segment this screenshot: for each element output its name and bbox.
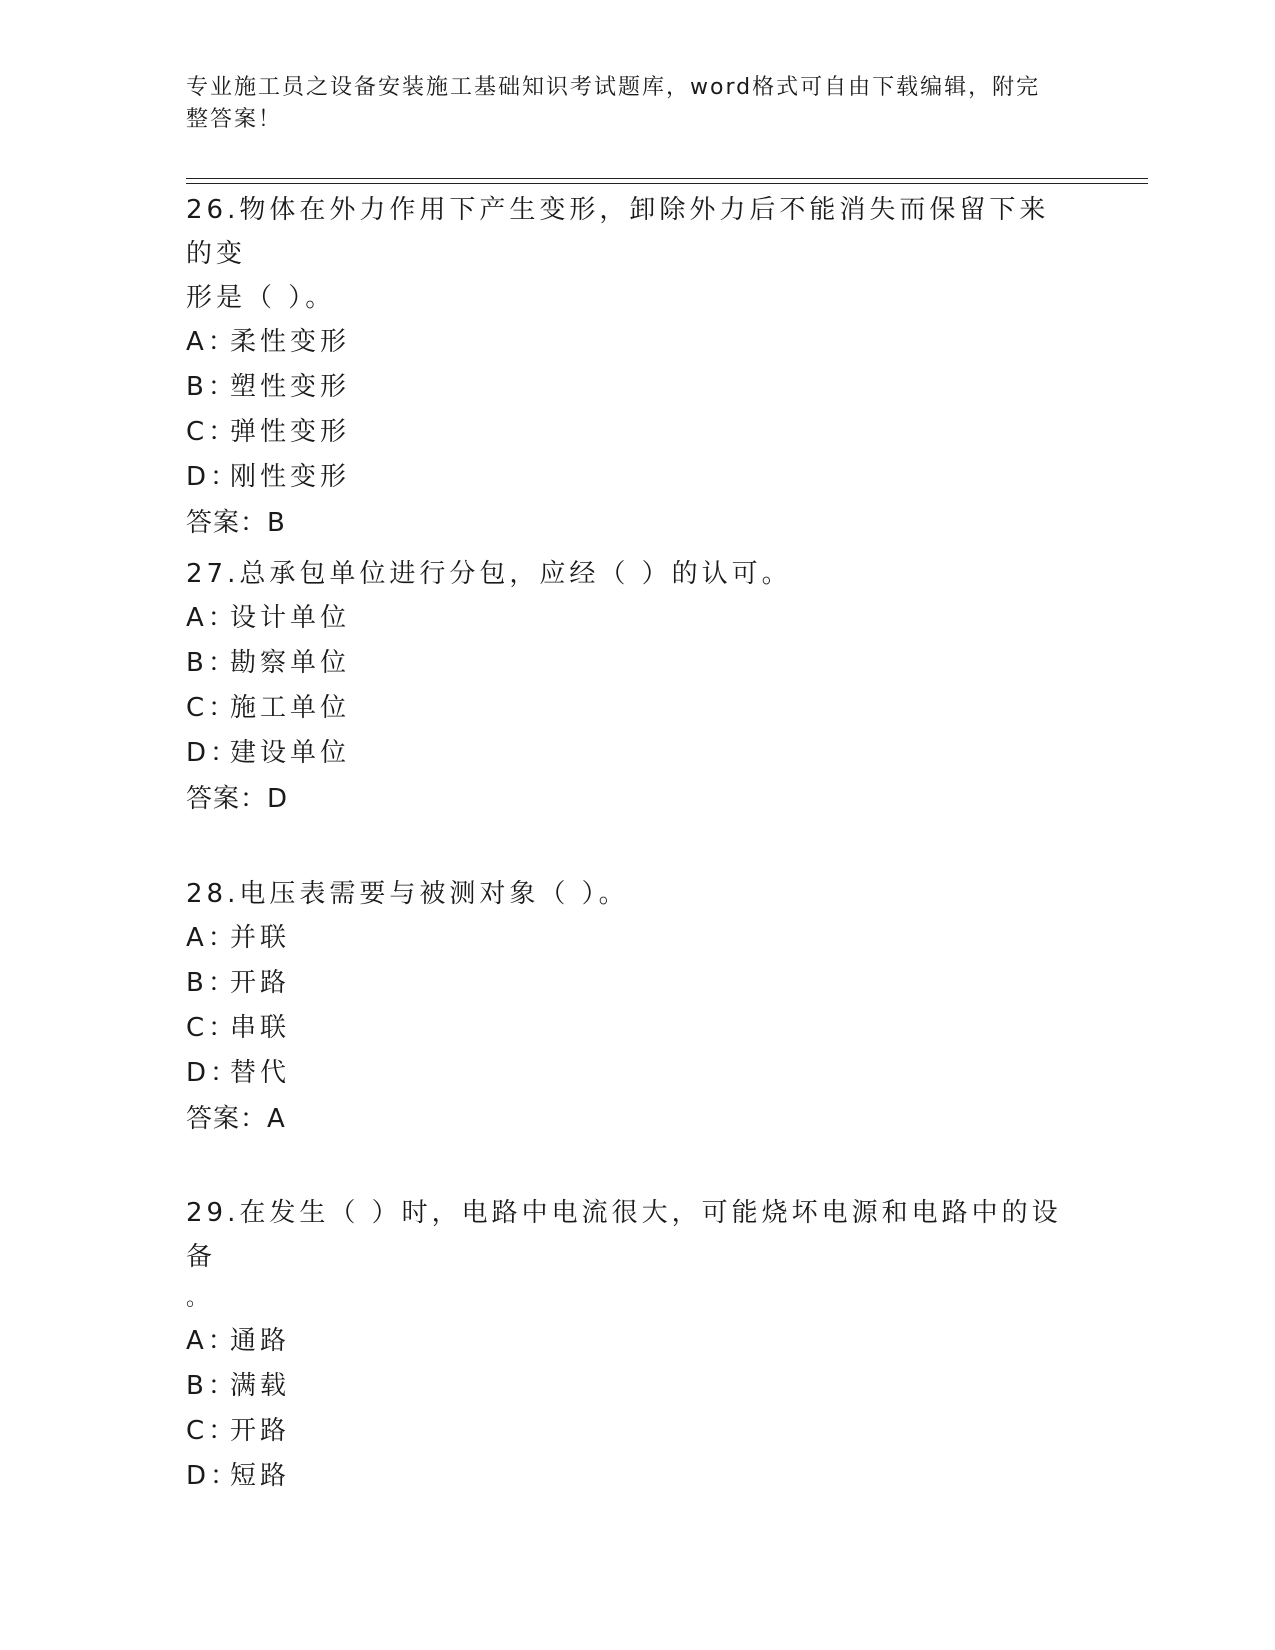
document-header: [186, 72, 1066, 136]
option-text: 并联: [230, 923, 291, 953]
answer-line: 答案：B: [186, 508, 286, 538]
option-a: [186, 596, 1076, 641]
option-text: 施工单位: [230, 693, 351, 723]
option-a: [186, 320, 1076, 365]
question-29: [186, 1191, 1076, 1499]
option-c: [186, 1006, 1076, 1051]
header-divider-top: [186, 178, 1148, 179]
option-key: D：: [186, 1058, 241, 1088]
option-d: [186, 455, 1076, 500]
option-key: A：: [186, 923, 238, 953]
option-b: [186, 961, 1076, 1006]
option-a: [186, 1319, 1076, 1364]
question-28: [186, 872, 1076, 1142]
option-c: [186, 686, 1076, 731]
question-title: 28.电压表需要与被测对象（ ）。: [186, 879, 629, 909]
option-text: 刚性变形: [230, 462, 351, 492]
option-d: [186, 731, 1076, 776]
option-b: [186, 641, 1076, 686]
option-key: C：: [186, 417, 239, 447]
question-title: 27.总承包单位进行分包，应经（ ）的认可。: [186, 559, 792, 589]
answer-line: 答案：A: [186, 1104, 286, 1134]
option-text: 通路: [230, 1326, 291, 1356]
header-line-1: 专业施工员之设备安装施工基础知识考试题库，word格式可自由下载编辑，附完: [186, 75, 1041, 100]
option-text: 建设单位: [230, 738, 351, 768]
option-key: C：: [186, 1416, 239, 1446]
option-key: C：: [186, 1013, 239, 1043]
question-26: [186, 188, 1076, 546]
option-text: 开路: [230, 968, 291, 998]
option-key: B：: [186, 648, 238, 678]
option-text: 弹性变形: [230, 417, 351, 447]
option-d: [186, 1454, 1076, 1499]
question-title: 29.在发生（ ）时，电路中电流很大，可能烧坏电源和电路中的设备: [186, 1198, 1062, 1272]
option-key: A：: [186, 327, 238, 357]
header-divider-bottom: [186, 183, 1148, 184]
option-c: [186, 410, 1076, 455]
question-title: 26.物体在外力作用下产生变形，卸除外力后不能消失而保留下来的变: [186, 195, 1050, 269]
option-b: [186, 1364, 1076, 1409]
option-key: B：: [186, 372, 238, 402]
option-key: D：: [186, 462, 241, 492]
option-text: 柔性变形: [230, 327, 351, 357]
option-key: D：: [186, 1461, 241, 1491]
option-key: A：: [186, 603, 238, 633]
option-text: 开路: [230, 1416, 291, 1446]
option-d: [186, 1051, 1076, 1096]
option-key: D：: [186, 738, 241, 768]
option-text: 满载: [230, 1371, 291, 1401]
option-key: B：: [186, 968, 238, 998]
option-text: 勘察单位: [230, 648, 351, 678]
option-a: [186, 916, 1076, 961]
question-title-continued: 。: [186, 1286, 209, 1311]
option-text: 替代: [230, 1058, 291, 1088]
option-c: [186, 1409, 1076, 1454]
option-text: 串联: [230, 1013, 291, 1043]
question-27: [186, 552, 1076, 822]
option-key: A：: [186, 1326, 238, 1356]
question-title-continued: 形是（ ）。: [186, 283, 336, 313]
option-text: 塑性变形: [230, 372, 351, 402]
option-key: C：: [186, 693, 239, 723]
answer-line: 答案：D: [186, 784, 289, 814]
option-text: 短路: [230, 1461, 291, 1491]
header-line-2: 整答案！: [186, 107, 283, 132]
option-b: [186, 365, 1076, 410]
option-text: 设计单位: [230, 603, 351, 633]
option-key: B：: [186, 1371, 238, 1401]
